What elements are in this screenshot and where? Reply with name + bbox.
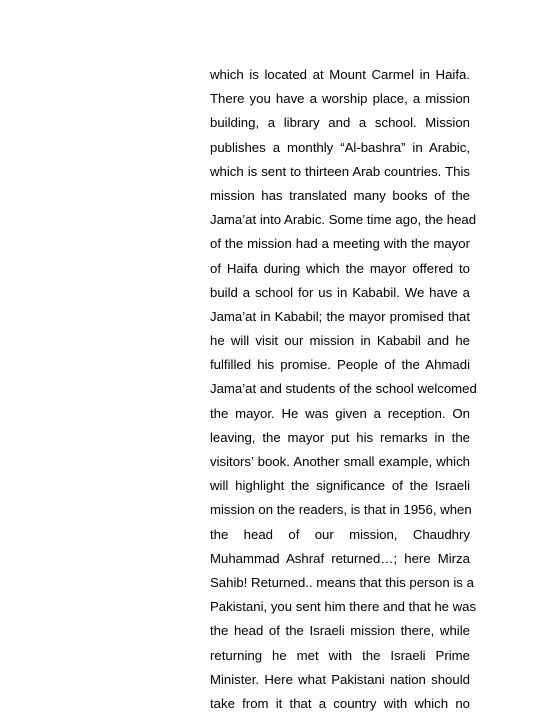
text-line: Jama’at in Kababil; the mayor promised that [210, 308, 470, 324]
text-line: Jama’at into Arabic. Some time ago, the head [210, 212, 477, 228]
text-line: visitors’ book. Another small example, which [210, 454, 470, 469]
text-line: mission on the readers, is that in 1956, when [210, 502, 472, 518]
text-line: mission has translated many books of the [210, 187, 470, 203]
text-line: of Haifa during which the mayor offered to [210, 260, 470, 276]
text-line: which is located at Mount Carmel in Haifa. [210, 67, 470, 82]
text-line: returning he met with the Israeli Prime [210, 647, 470, 663]
text-line: he will visit our mission in Kababil and he [210, 333, 470, 349]
text-line: Sahib! Returned.. means that this person is a [210, 574, 474, 590]
text-line: building, a library and a school. Mission [210, 115, 470, 131]
text-line: Muhammad Ashraf returned…; here Mirza [210, 550, 470, 566]
text-line: which is sent to thirteen Arab countries. This [210, 163, 470, 179]
text-line: Minister. Here what Pakistani nation should [210, 671, 470, 687]
text-line: There you have a worship place, a mission [210, 91, 470, 107]
text-line: will highlight the significance of the Israeli [210, 478, 470, 494]
text-line: the head of our mission, Chaudhry [210, 526, 470, 542]
text-line: build a school for us in Kababil. We have a [210, 284, 470, 300]
text-line: leaving, the mayor put his remarks in the [210, 429, 470, 445]
text-line: fulfilled his promise. People of the Ahmadi [210, 357, 470, 373]
text-line: take from it that a country with which no [210, 695, 470, 711]
text-line: publishes a monthly “Al-bashra” in Arabic, [210, 139, 470, 155]
text-line: of the mission had a meeting with the mayor [210, 236, 470, 252]
text-line: Jama’at and students of the school welcomed [210, 381, 477, 397]
text-line: the mayor. He was given a reception. On [210, 405, 470, 421]
text-line: the head of the Israeli mission there, while [210, 623, 470, 639]
body-text [210, 63, 477, 716]
text-line: Pakistani, you sent him there and that he was [210, 599, 477, 615]
